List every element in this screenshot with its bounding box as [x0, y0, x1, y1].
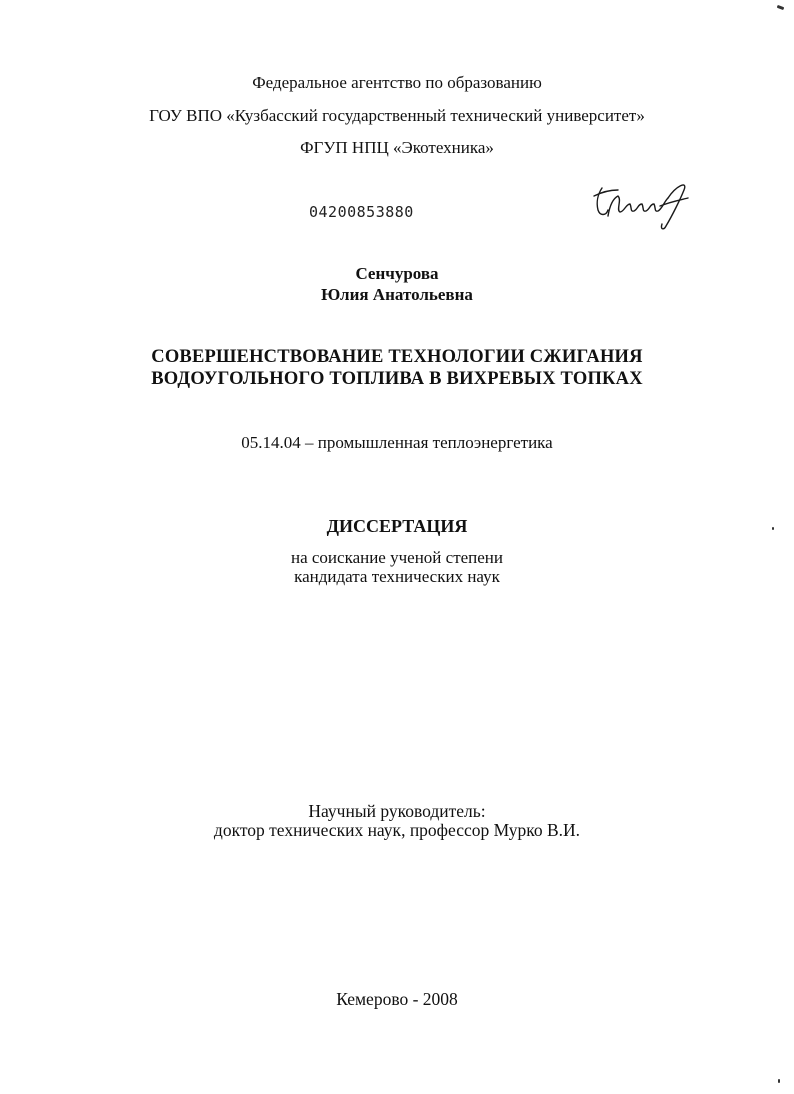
author-given-names: Юлия Анатольевна [321, 285, 473, 304]
university-line: ГОУ ВПО «Кузбасский государственный технический университет» [149, 106, 645, 125]
specialty-line: 05.14.04 – промышленная теплоэнергетика [241, 433, 553, 452]
scan-speck [777, 5, 785, 10]
author-surname: Сенчурова [355, 264, 439, 283]
advisor-name: доктор технических наук, профессор Мурко В.И. [213, 820, 581, 840]
title-line-1: СОВЕРШЕНСТВОВАНИЕ ТЕХНОЛОГИИ СЖИГАНИЯ [151, 347, 643, 367]
advisor-label: Научный руководитель: [308, 801, 486, 821]
inventory-number: 04200853880 [309, 203, 414, 221]
agency-line: Федеральное агентство по образованию [252, 73, 542, 92]
title-line-2: ВОДОУГОЛЬНОГО ТОПЛИВА В ВИХРЕВЫХ ТОПКАХ [151, 369, 643, 389]
degree-line-2: кандидата технических наук [294, 567, 500, 586]
degree-line-1: на соискание ученой степени [290, 548, 504, 567]
document-type: ДИССЕРТАЦИЯ [326, 516, 468, 536]
scan-speck [772, 527, 774, 530]
scan-speck [778, 1079, 780, 1083]
place-year: Кемерово - 2008 [336, 989, 458, 1009]
partner-line: ФГУП НПЦ «Экотехника» [300, 138, 494, 157]
handwritten-signature [588, 176, 698, 232]
